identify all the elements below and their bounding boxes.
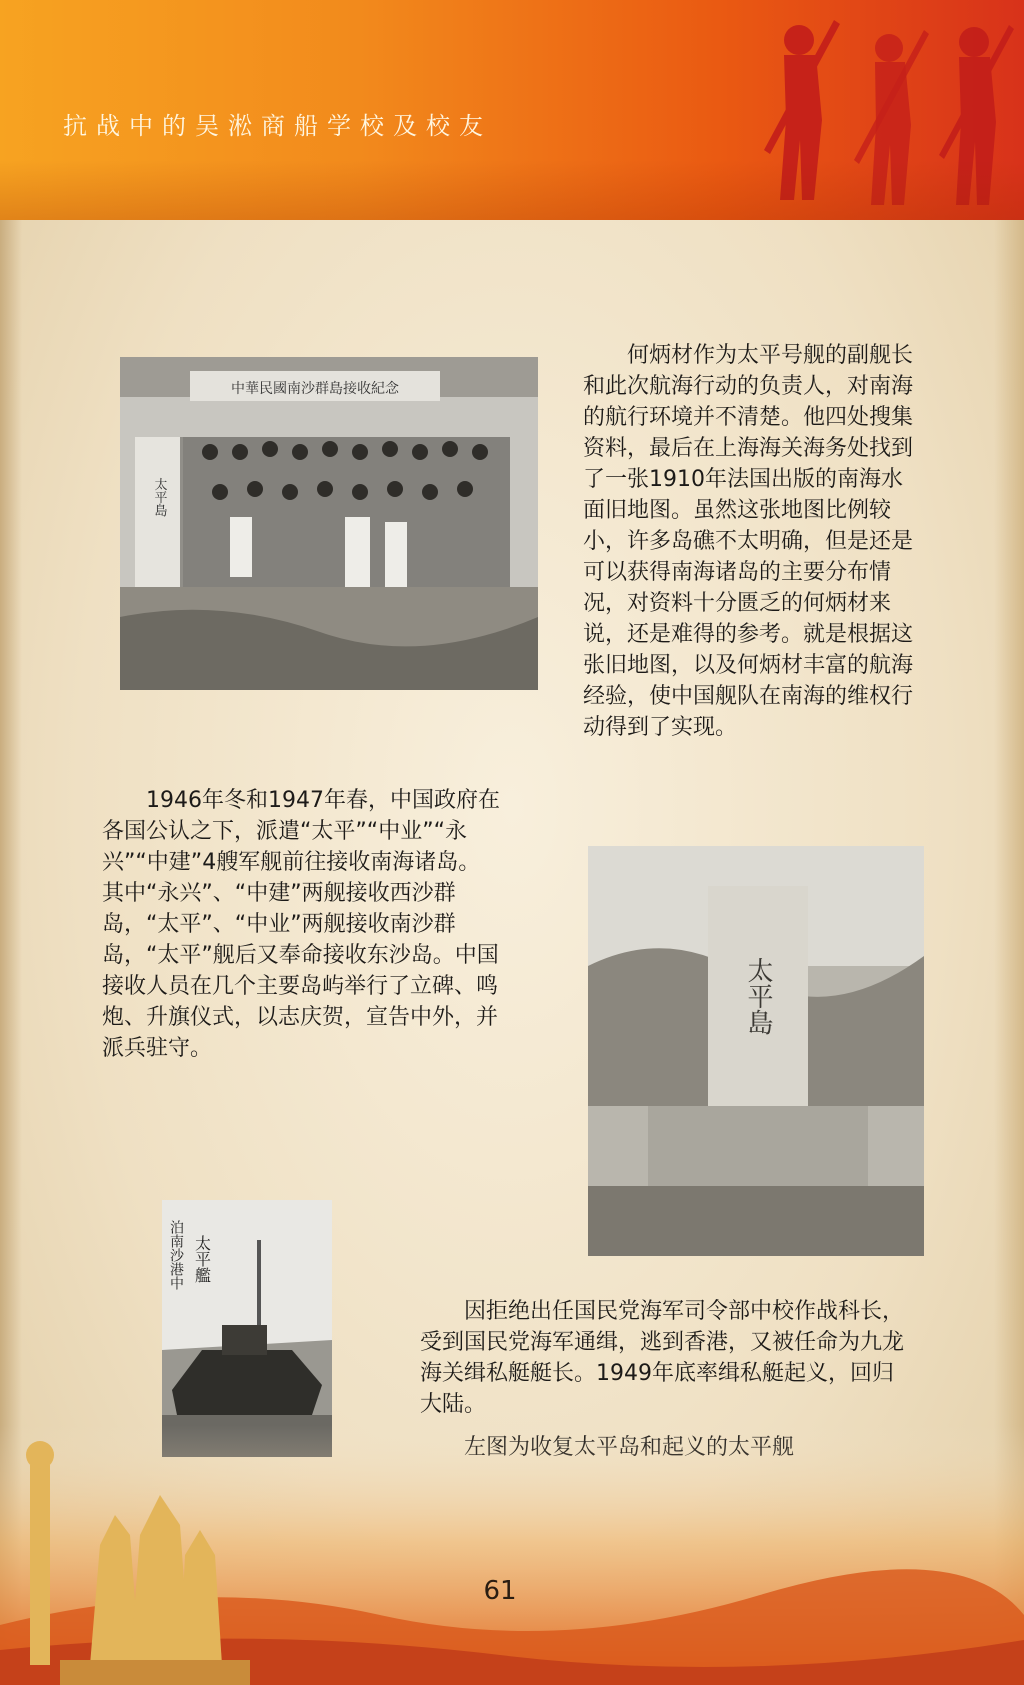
stone-monument-photo	[588, 846, 924, 1256]
warship-caption-main: 太平艦	[192, 1235, 212, 1283]
stone-monument-marker-text: 太平島	[743, 957, 773, 1035]
warship-caption-side: 泊南沙港中	[168, 1220, 184, 1290]
page-number: 61	[483, 1576, 517, 1606]
paragraph-takeover-text: 1946年冬和1947年春，中国政府在各国公认之下，派遣“太平”“中业”“永兴”“中建”4艘军舰前往接收南海诸岛。其中“永兴”、“中建”两舰接收西沙群岛，“太平”、“中业”两舰接收南沙群岛，“太平”舰后又奉命接收东沙岛。中国接收人员在几个主要岛屿举行了立碑、鸣炮、升旗仪式，以志庆贺，宣告中外，并派兵驻守。	[102, 788, 500, 1061]
paragraph-takeover	[102, 785, 502, 1064]
group-photo-banner-text: 中華民國南沙群島接收紀念	[231, 381, 399, 397]
paragraph-uprising-text: 因拒绝出任国民党海军司令部中校作战科长，受到国民党海军通缉，逃到香港，又被任命为九龙海关缉私艇艇长。1949年底率缉私艇起义，回归大陆。	[420, 1299, 905, 1417]
group-photo	[120, 357, 538, 690]
footer-great-wall-art	[0, 1425, 1024, 1685]
soldiers-silhouette-icon	[724, 0, 1024, 220]
paragraph-he-bingcai	[583, 340, 917, 743]
paragraph-he-bingcai-text: 何炳材作为太平号舰的副舰长和此次航海行动的负责人，对南海的航行环境并不清楚。他四处搜集资料，最后在上海海关海务处找到了一张1910年法国出版的南海水面旧地图。虽然这张地图比例较小，许多岛礁不太明确，但是还是可以获得南海诸岛的主要分布情况，对资料十分匮乏的何炳材来说，还是难得的参考。就是根据这张旧地图，以及何炳材丰富的航海经验，使中国舰队在南海的维权行动得到了实现。	[583, 343, 914, 740]
paragraph-uprising	[420, 1296, 908, 1420]
warship-photo	[162, 1200, 332, 1457]
header-banner	[0, 0, 1024, 220]
header-title: 抗战中的吴淞商船学校及校友	[63, 112, 492, 140]
group-photo-marker-text: 太平島	[151, 477, 167, 517]
